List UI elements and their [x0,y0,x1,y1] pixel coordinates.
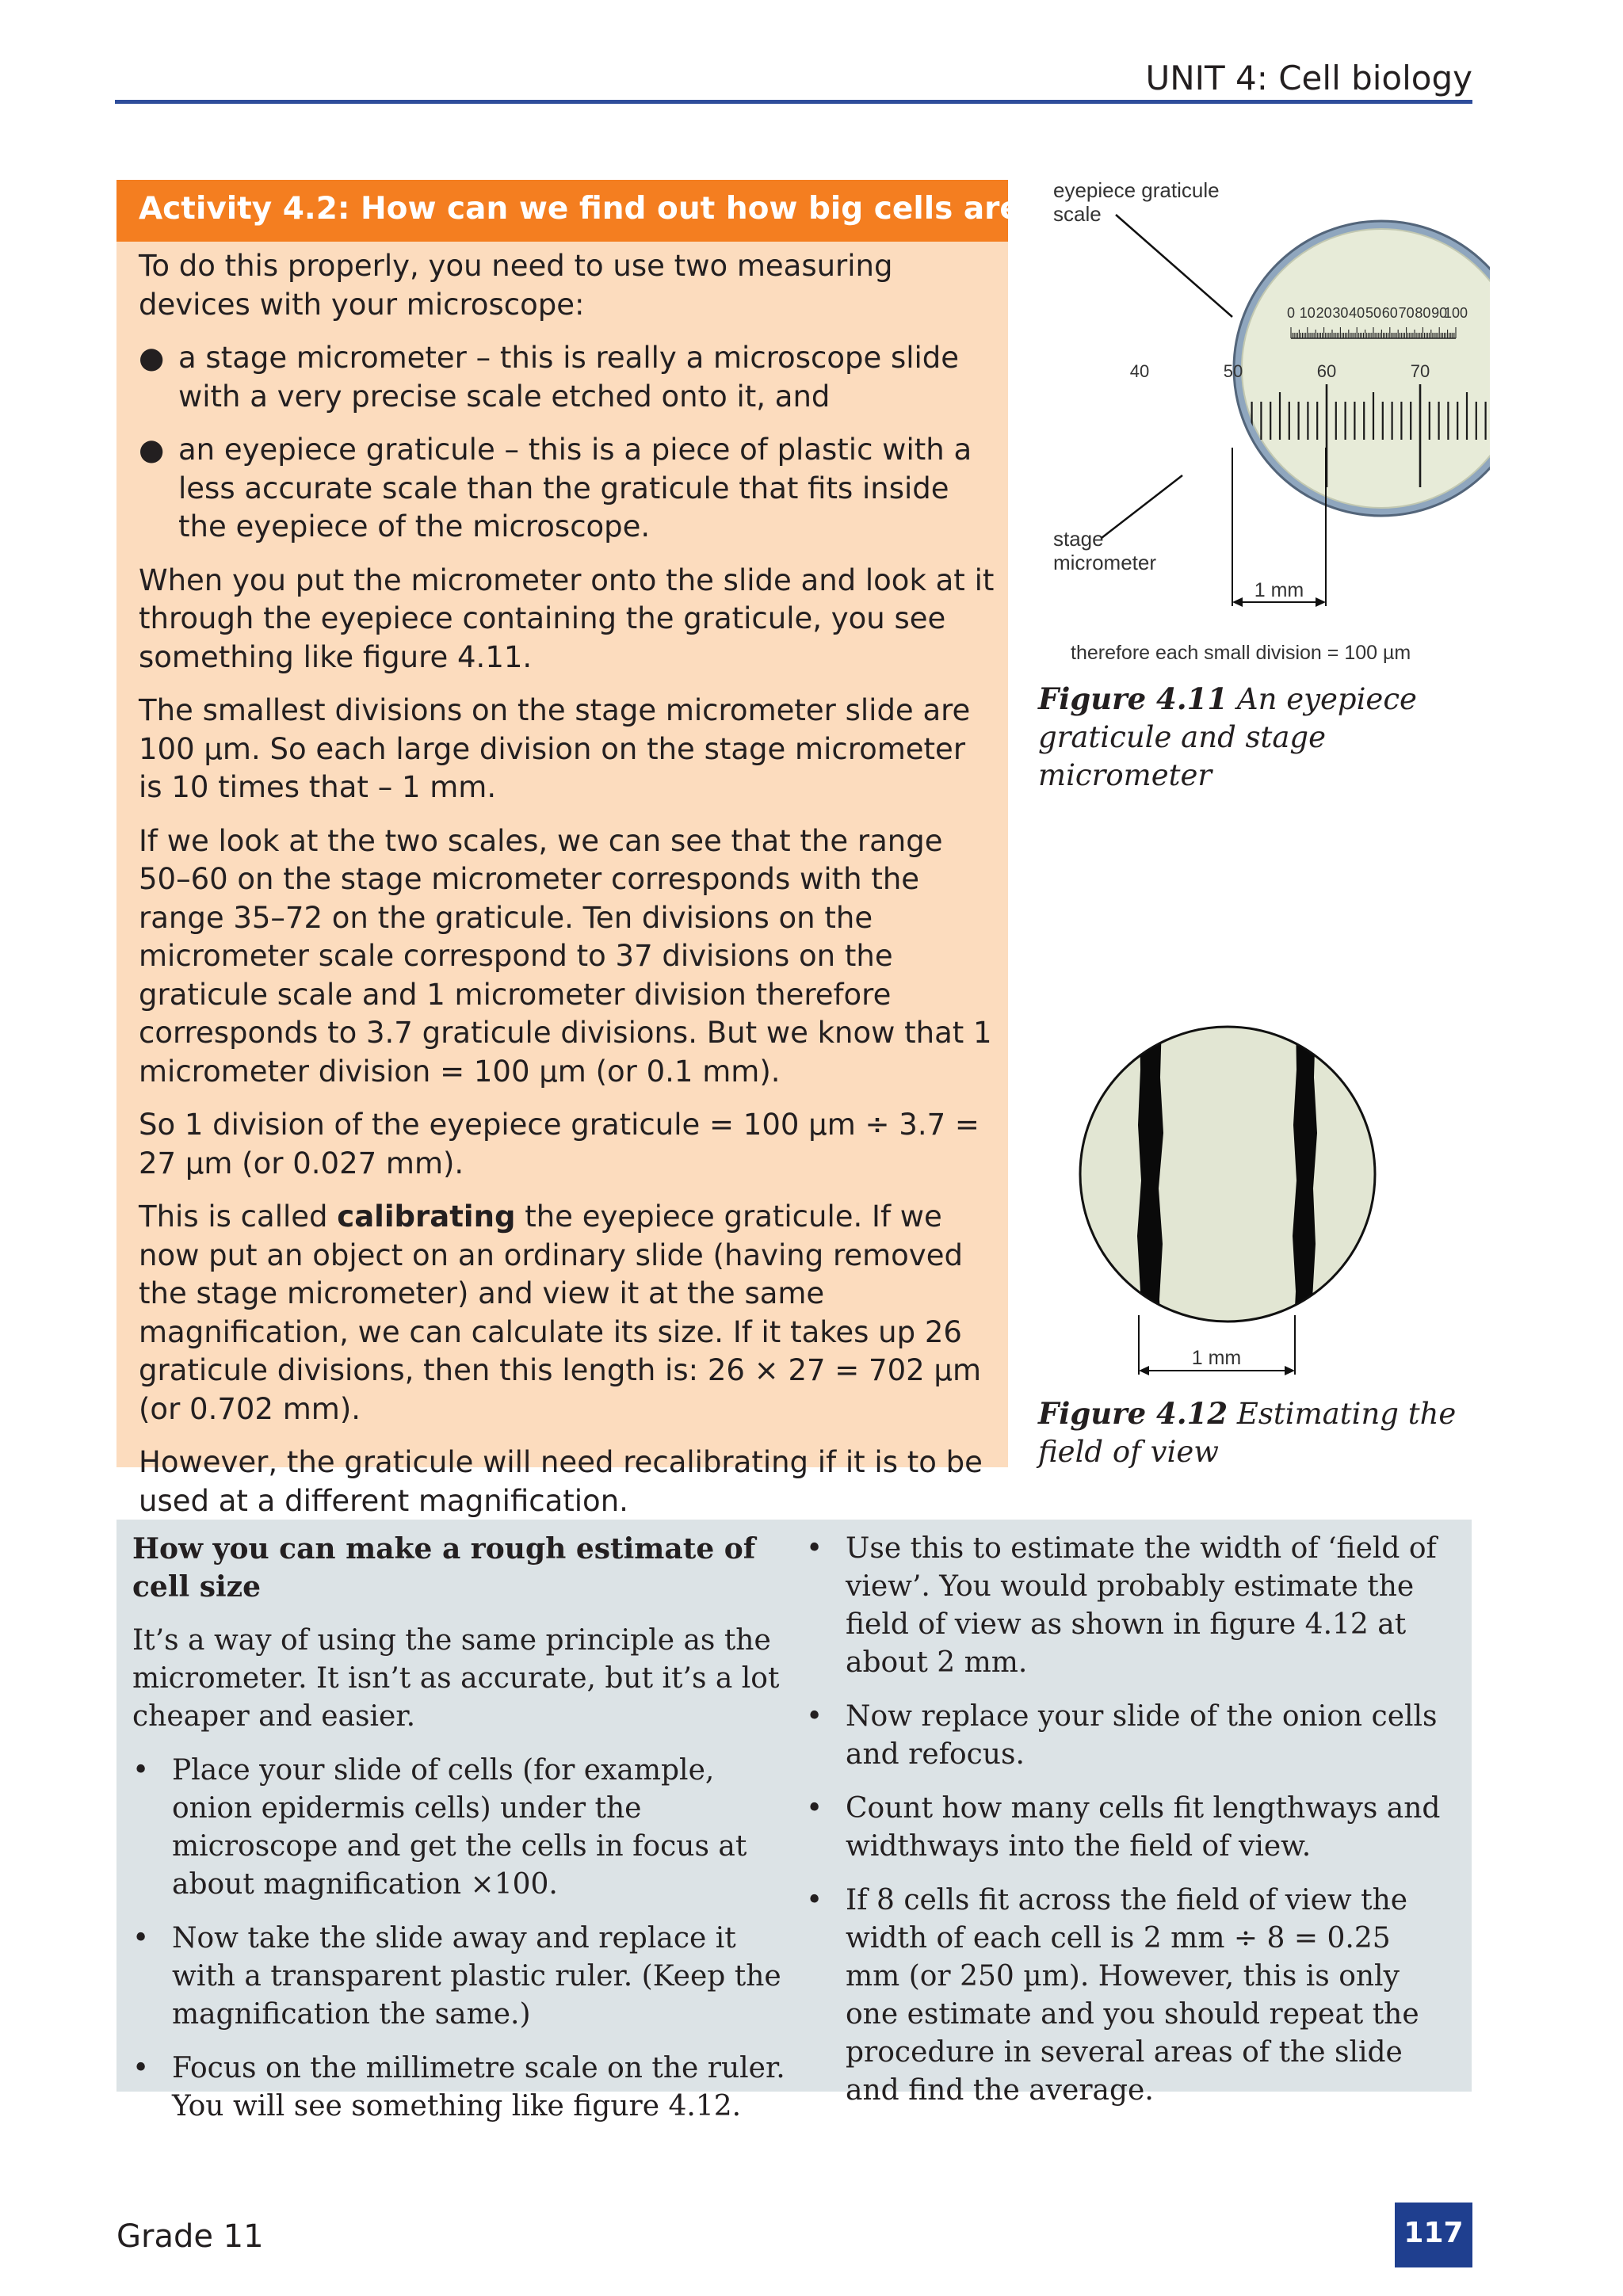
list-item-text: Count how many cells fit lengthways and widthways into the field of view. [846,1792,1441,1863]
graticule-number-label: 60 [1381,305,1398,321]
activity-paragraph: The smallest divisions on the stage micrometer slide are 100 µm. So each large division on the stage micrometer is 10 times that – 1 mm. [139,693,971,804]
micrometer-number-label: 50 [1223,361,1243,381]
list-item [806,1698,1452,1774]
graticule-number-label: 20 [1316,305,1332,321]
activity-body [139,247,995,1535]
list-item [806,1530,1452,1682]
activity-paragraph: However, the graticule will need recalibrating if it is to be used at a different magnification. [139,1445,983,1518]
activity-bullet-item [139,431,995,547]
activity-paragraph: So 1 division of the eyepiece graticule = 100 µm ÷ 3.7 = 27 µm (or 0.027 mm). [139,1108,980,1180]
figure-number: Figure 4.11 [1038,681,1228,716]
graticule-label-line2: scale [1053,202,1102,226]
micrometer-number-label: 60 [1316,361,1337,381]
activity-bullet-text: an eyepiece graticule – this is a piece of plastic with a less accurate scale than the graticule that fits inside the eyepiece of the microscope. [178,433,972,543]
page-number-box [1395,2203,1472,2267]
graticule-pointer-line [1116,215,1232,317]
list-item-text: Now take the slide away and replace it with a transparent plastic ruler. (Keep the magnification the same.) [172,1922,781,2031]
list-item [132,1752,798,1904]
graticule-number-label: 40 [1349,305,1365,321]
figure-4-12-caption [1038,1394,1482,1471]
footer-grade: Grade 11 [116,2218,264,2255]
list-item-text: If 8 cells fit across the field of view the width of each cell is 2 mm ÷ 8 = 0.25 mm (or 250 µm). However, this is only one estimate and you should repeat the procedure in several areas of the slide and find the average. [846,1884,1419,2107]
list-item [132,2050,798,2126]
activity-text: the eyepiece graticule. If we now put an object on an ordinary slide (having removed the stage micrometer) and view it at the same magnification, we can calculate its size. If it takes up 26 graticule divisions, then this length is: 26 × 27 = 702 µm (or 0.702 mm). [139,1199,982,1426]
division-note: therefore each small division = 100 µm [1071,642,1411,664]
micrometer-number-label: 40 [1129,361,1150,381]
arrow-right-icon [1285,1366,1295,1375]
graticule-label-line1: eyepiece graticule [1053,178,1220,202]
bullet-icon: • [806,1792,823,1825]
one-mm-label: 1 mm [1191,1347,1242,1369]
bullet-icon: ● [139,433,165,467]
graticule-number-label: 100 [1443,305,1468,321]
bullet-icon: • [806,1700,823,1733]
graticule-number-label: 70 [1398,305,1415,321]
header-rule [115,100,1472,104]
arrow-left-icon [1139,1366,1149,1375]
activity-title-bar [116,180,1039,242]
page-number: 117 [1403,2217,1464,2249]
figure-caption-text: Estimating the field of view [1038,1397,1457,1469]
graticule-number-label: 90 [1431,305,1448,321]
figure-4-12-field-of-view [1062,1022,1395,1394]
rough-estimate-left-column [132,1530,798,2142]
activity-bullet-list [139,339,995,547]
bullet-icon: • [132,2052,150,2084]
list-item [806,1882,1452,2110]
stage-label-line1: stage [1053,527,1104,551]
activity-paragraph: If we look at the two scales, we can see that the range 50–60 on the stage micrometer corresponds with the range 35–72 on the graticule. Ten divisions on the micrometer scale correspond to 37 divisions on the graticule scale and 1 micrometer division therefore corresponds to 3.7 graticule divisions. But we know that 1 micrometer division = 100 µm (or 0.1 mm). [139,823,992,1089]
rough-estimate-right-list [806,1530,1452,2110]
bullet-icon: • [806,1532,823,1565]
list-item-text: Now replace your slide of the onion cells and refocus. [846,1700,1438,1771]
list-item-text: Focus on the millimetre scale on the ruler. You will see something like figure 4.12. [172,2052,785,2122]
activity-bullet-item [139,339,995,416]
figure-number: Figure 4.12 [1038,1396,1228,1431]
list-item-text: Use this to estimate the width of ‘field of view’. You would probably estimate the field of view as shown in figure 4.12 at about 2 mm. [846,1532,1437,1679]
bullet-icon: • [806,1884,823,1917]
rough-estimate-box [116,1520,1472,2122]
stage-label-line2: micrometer [1053,551,1157,574]
graticule-number-label: 30 [1332,305,1349,321]
arrow-left-icon [1232,597,1243,607]
bullet-icon: ● [139,341,165,375]
activity-box [116,180,1039,1518]
list-item [806,1790,1452,1866]
field-of-view-circle [1080,1027,1375,1322]
unit-header-title: UNIT 4: Cell biology [1145,59,1472,97]
rough-estimate-right-column [806,1530,1452,2126]
rough-estimate-left-list [132,1752,798,2126]
arrow-right-icon [1316,597,1326,607]
activity-title: Activity 4.2: How can we find out how big cells are? [139,191,1039,227]
graticule-numbers [1287,305,1468,321]
activity-paragraph [139,1198,995,1428]
activity-paragraph: When you put the micrometer onto the slide and look at it through the eyepiece containing the graticule, you see something like figure 4.11. [139,563,995,674]
rough-estimate-heading: How you can make a rough estimate of cell size [132,1532,756,1604]
list-item-text: Place your slide of cells (for example, onion epidermis cells) under the microscope and get the cells in focus at about magnification ×100. [172,1754,747,1901]
activity-text: This is called [139,1199,338,1234]
activity-intro: To do this properly, you need to use two measuring devices with your microscope: [139,249,893,322]
graticule-number-label: 10 [1299,305,1316,321]
figure-4-11-graticule-micrometer [1046,174,1490,681]
bullet-icon: • [132,1922,150,1955]
graticule-number-label: 80 [1415,305,1431,321]
list-item [132,1920,798,2034]
activity-bullet-text: a stage micrometer – this is really a microscope slide with a very precise scale etched onto it, and [178,341,960,414]
figure-4-11-caption [1038,680,1482,795]
rough-estimate-intro: It’s a way of using the same principle as the micrometer. It isn’t as accurate, but it’s a lot cheaper and easier. [132,1624,780,1733]
one-mm-label: 1 mm [1254,579,1304,601]
stage-pointer-line [1102,475,1182,538]
graticule-number-label: 0 [1286,305,1296,321]
figure-caption-text: An eyepiece graticule and stage micrometer [1038,682,1417,792]
calibrating-term: calibrating [337,1199,516,1234]
bullet-icon: • [132,1754,150,1787]
micrometer-number-label: 70 [1410,361,1430,381]
graticule-number-label: 50 [1365,305,1382,321]
